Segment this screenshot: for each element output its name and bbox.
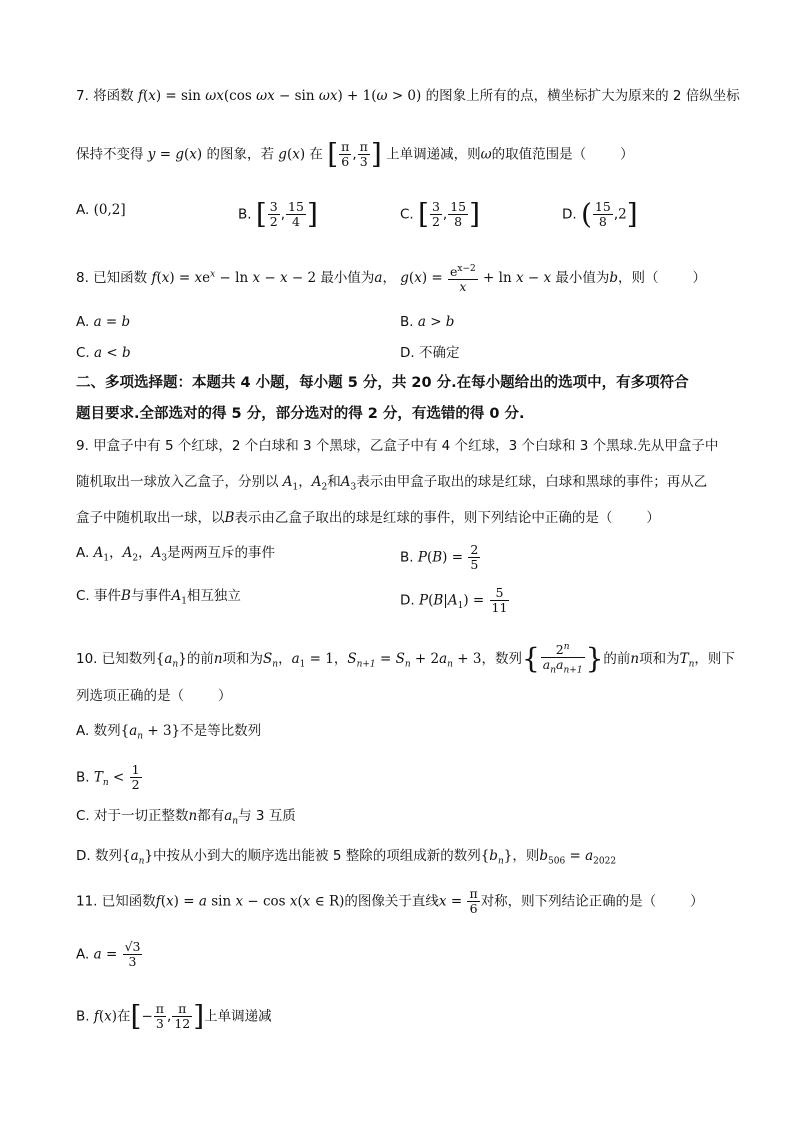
section-heading-1: 二、多项选择题：本题共 4 小题，每小题 5 分，共 20 分.在每小题给出的选项中，有多项符合 [76,375,689,391]
option-label: A. [76,202,90,218]
q7-text6: 的取值范围是（ [491,146,587,163]
q9-text4: 表示由乙盒子取出的球是红球的事件，则下列结论中正确的是（ [234,510,613,526]
option-text3: ，则 [512,848,540,864]
option-text2: 中按从小到大的顺序选出能被 5 整除的项组成新的数列 [153,848,481,864]
option-text: 事件 [94,588,122,604]
q10-text7: ，则下 [694,650,735,667]
q9-option-b[interactable]: B. P(B) = $\frac{2}{5}$ [400,542,479,572]
q10-line1: 10. 已知数列$\{a_n\}$的前n项和为$S_n$，$a_1 = 1$，$S_{n+1} = S_n + 2a_n + 3$，数列{ $\frac{2^n}{a_na_{n+1}}$ }的前n项和为$T_n$，则下 [76,641,735,676]
q9-text2: 表示由甲盒子取出的球是红球，白球和黑球的事件；再从乙 [356,474,708,490]
option-text3: 与 3 互质 [238,808,296,824]
option-value: a > b [417,314,455,330]
q10-option-d[interactable]: D. 数列$\{a_n\}$中按从小到大的顺序选出能被 5 整除的项组成新的数列$\{b_n\}$，则$b_{506} = a_{2022}$ [76,848,617,867]
option-label: B. [238,206,252,223]
option-value: 是两两互斥的事件 [167,545,276,561]
q8-line1: 8. 已知函数 $f(x) = xe^x - \ln x - x - 2$ 最小值为a， g(x) = $\frac{e^{x-2}}{x}$ + ln x − x 最小值为b，则（ ） [76,264,707,295]
q9-option-c[interactable]: C. 事件B与事件$A_1$相互独立 [76,588,241,607]
q9-line2: 随机取出一球放入乙盒子，分别以 $A_1$，$A_2$和$A_3$表示由甲盒子取出的球是红球，白球和黑球的事件；再从乙 [76,474,708,493]
q9-line1: 9. 甲盒子中有 5 个红球，2 个白球和 3 个黑球，乙盒子中有 4 个红球，3 个白球和 3 个黑球.先从甲盒子中 [76,438,719,454]
q10-text4: ，数列 [481,650,522,667]
q10-text6: 项和为 [639,650,680,667]
q7-text5: 上单调递减，则 [386,146,481,163]
option-label: C. [400,206,414,223]
option-label: C. [76,588,90,604]
q11-option-a[interactable]: A. a = $\frac{√3}{3}$ [76,939,141,969]
q10-text2: 的前 [186,650,214,667]
option-text2: 上单调递减 [204,1008,272,1025]
q9-line3: 盒子中随机取出一球，以B表示由乙盒子取出的球是红球的事件，则下列结论中正确的是（ ） [76,510,660,526]
q10-line2 [76,686,734,706]
q7-line2: 保持不变得 y = g(x) 的图象，若 g(x) 在 [ $\frac{\pi}{6}$ , $\frac{\pi}{3}$ ] 上单调递减，则ω的取值范围是（ ） [76,137,634,171]
q9-text: 随机取出一球放入乙盒子，分别以 [76,474,279,490]
q7-option-b[interactable]: B. [ $\frac{3}{2}$ , $\frac{15}{4}$ ] [238,197,318,231]
q9-text3: 盒子中随机取出一球，以 [76,510,225,526]
option-text: 数列 [93,723,121,739]
option-label: B. [400,314,414,330]
option-label: A. [76,723,90,739]
q10-text8: 列选项正确的是（ [76,688,184,704]
option-label: D. [400,345,415,361]
q11-line1: 11. 已知函数f(x) = a sin x − cos x(x ∈ R)的图像关于直线x = $\frac{\pi}{6}$ 对称，则下列结论正确的是（ ） [76,886,704,916]
q10-text: 10. 已知数列 [76,650,156,667]
paren: ） [692,270,707,287]
q11-text3: 对称，则下列结论正确的是（ [480,893,657,910]
paren: ） [646,510,660,526]
q8-intro: 8. 已知函数 [76,270,148,287]
option-value: (0,2] [93,202,126,218]
q8-option-b[interactable] [400,312,454,332]
q11-option-b[interactable]: B. f(x)在[− $\frac{\pi}{3}$ , $\frac{\pi}{12}$ ]上单调递减 [76,999,272,1033]
option-label: C. [76,345,90,361]
paren: ） [620,146,634,163]
q11-text2: 的图像关于直线 [344,893,439,910]
q8-text2: 最小值为 [555,270,610,287]
q10-text5: 的前 [603,650,631,667]
q11-text: 11. 已知函数 [76,893,156,910]
q8-comma: ， [382,270,396,287]
q7-text3: 的图象，若 [206,146,274,163]
q10-option-c[interactable]: C. 对于一切正整数n都有$a_n$与 3 互质 [76,808,296,827]
option-label: A. [76,946,90,963]
q7-text4: 在 [309,146,323,163]
q7-option-d[interactable]: D. ( $\frac{15}{8}$ ,2] [562,197,638,231]
option-label: B. [400,549,414,566]
option-label: D. [562,206,577,223]
q7-text: 的图象上所有的点，横坐标扩大为原来的 2 倍纵坐标 [425,88,740,104]
option-label: A. [76,314,90,330]
q8-option-a[interactable] [76,312,130,332]
option-label: A. [76,545,90,561]
q10-option-a[interactable]: A. 数列$\{a_n + 3\}$不是等比数列 [76,723,262,742]
q7-formula: f [137,88,143,104]
option-label: D. [400,592,415,609]
option-label: B. [76,1008,90,1025]
option-label: C. [76,808,90,824]
paren: ） [218,688,232,704]
option-value: a = b [93,314,131,330]
option-text2: 都有 [197,808,225,824]
q10-option-b[interactable]: B. $T_n$ < $\frac{1}{2}$ [76,762,140,792]
q7-text2: 保持不变得 [76,146,144,163]
q8-option-d[interactable] [400,343,459,363]
option-text: 在 [117,1008,131,1025]
option-label: D. [76,848,91,864]
q7-intro: 7. 将函数 [76,88,134,104]
option-value: a < b [94,345,131,361]
option-text: 对于一切正整数 [94,808,189,824]
option-text2: 与事件 [130,588,172,604]
q8-text3: ，则（ [618,270,659,287]
q7-option-c[interactable]: C. [ $\frac{3}{2}$ , $\frac{15}{8}$ ] [400,197,481,231]
q7-option-a[interactable] [76,200,126,220]
q8-option-c[interactable] [76,343,131,363]
q7-interval: $\frac{\pi}{6}$ [341,139,350,169]
q9-option-d[interactable]: D. $P(B|A_1)$ = $\frac{5}{11}$ [400,585,508,615]
paren: ） [690,893,704,910]
q8-text: 最小值为 [320,270,375,287]
option-text: 数列 [94,848,122,864]
q7-line1: 7. 将函数 f(x) = sin ωx(cos ωx − sin ωx) + 1(ω > 0) 的图象上所有的点，横坐标扩大为原来的 2 倍纵坐标 [76,88,740,104]
q9-option-a[interactable]: A. $A_1$，$A_2$，$A_3$是两两互斥的事件 [76,545,276,564]
q10-text3: 项和为 [222,650,264,667]
option-label: B. [76,769,90,786]
option-text3: 相互独立 [186,588,241,604]
option-text2: 不是等比数列 [180,723,262,739]
option-value: 不确定 [418,345,460,361]
section-heading-2: 题目要求.全部选对的得 5 分，部分选对的得 2 分，有选错的得 0 分. [76,406,525,422]
